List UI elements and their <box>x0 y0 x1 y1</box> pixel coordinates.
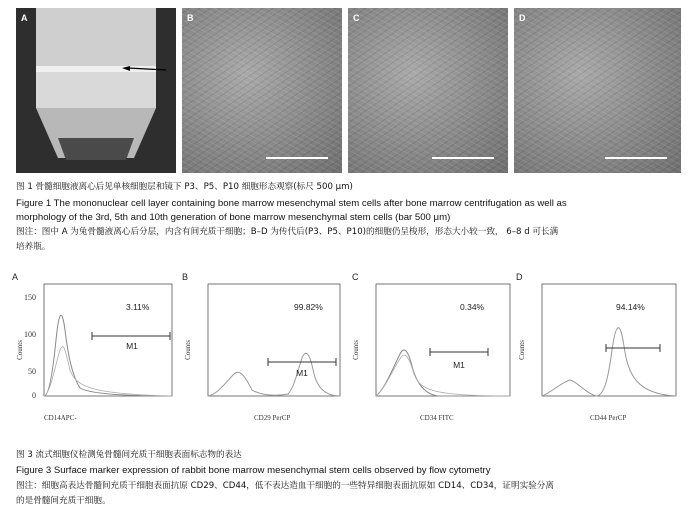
figure1-note-1: 图注：图中 A 为兔骨髓液离心后分层，内含有间充质干细胞；B–D 为传代后(P3、P5、P10)的细胞仍呈梭形，形态大小较一致， 6–8 d 可长满 <box>16 227 559 237</box>
flow-panel-c <box>348 270 518 435</box>
y-tick: 150 <box>24 293 36 302</box>
x-axis-label: CD44 PerCP <box>590 414 627 422</box>
y-tick: 50 <box>28 367 36 376</box>
photo-label-d: D <box>519 13 526 23</box>
photo-panel-a <box>16 8 176 173</box>
photo-label-c: C <box>353 13 360 23</box>
photo-panel-b <box>182 8 342 173</box>
gate-label: M1 <box>126 341 138 351</box>
figure3-note-2: 的是骨髓间充质干细胞。 <box>16 496 111 506</box>
histogram-b <box>178 270 348 435</box>
flow-panel-d <box>512 270 682 435</box>
percentage-label: 3.11% <box>126 302 150 312</box>
x-axis-label: CD29 PerCP <box>254 414 291 422</box>
y-axis-label: Counts <box>184 340 192 360</box>
x-axis-label: CD34 FITC <box>420 414 454 422</box>
photo-label-a: A <box>21 13 28 23</box>
photo-panel-c <box>348 8 508 173</box>
scale-bar <box>605 157 667 159</box>
y-axis-label: Counts <box>16 340 24 360</box>
histogram-a <box>8 270 178 435</box>
y-tick: 100 <box>24 330 36 339</box>
panel-letter-c: C <box>352 272 359 282</box>
figure3-caption-en: Figure 3 Surface marker expression of rabbit bone marrow mesenchymal stem cells observed by flow cytometry <box>16 465 491 476</box>
panel-letter-a: A <box>12 272 19 282</box>
scale-bar <box>432 157 494 159</box>
percentage-label: 0.34% <box>460 302 485 312</box>
panel-letter-b: B <box>182 272 189 282</box>
flow-panel-a <box>8 270 178 435</box>
panel-letter-d: D <box>516 272 523 282</box>
histogram-d <box>512 270 682 435</box>
photo-panel-d <box>514 8 681 173</box>
percentage-label: 99.82% <box>294 302 323 312</box>
flow-panel-b <box>178 270 348 435</box>
centrifuge-tube-illustration <box>16 8 176 173</box>
figure3-caption-cn: 图 3 流式细胞仪检测兔骨髓间充质干细胞表面标志物的表达 <box>16 450 242 460</box>
scale-bar <box>266 157 328 159</box>
y-axis-label: Counts <box>518 340 526 360</box>
figure1-caption-cn: 图 1 骨髓细胞液离心后见单核细胞层和镜下 P3、P5、P10 细胞形态观察(标尺 500 μm) <box>16 182 353 192</box>
figure1-caption-en-2: morphology of the 3rd, 5th and 10th generation of bone marrow mesenchymal stem cells (bar 500 μm) <box>16 212 451 223</box>
gate-label: M1 <box>296 368 308 378</box>
figure3-note-1: 图注：细胞高表达骨髓间充质干细胞表面抗原 CD29、CD44，低不表达造血干细胞的一些特异细胞表面抗原如 CD14、CD34，证明实验分离 <box>16 481 554 491</box>
photo-label-b: B <box>187 13 194 23</box>
figure1-caption-en-1: Figure 1 The mononuclear cell layer containing bone marrow mesenchymal stem cells after bone marrow centrifugation as well as <box>16 198 567 209</box>
y-axis-label: Counts <box>352 340 360 360</box>
figure1-note-2: 培养瓶。 <box>16 242 51 252</box>
x-axis-label: CD14APC- <box>44 414 77 422</box>
y-tick: 0 <box>32 391 36 400</box>
gate-label: M1 <box>453 360 465 370</box>
histogram-c <box>348 270 518 435</box>
percentage-label: 94.14% <box>616 302 645 312</box>
